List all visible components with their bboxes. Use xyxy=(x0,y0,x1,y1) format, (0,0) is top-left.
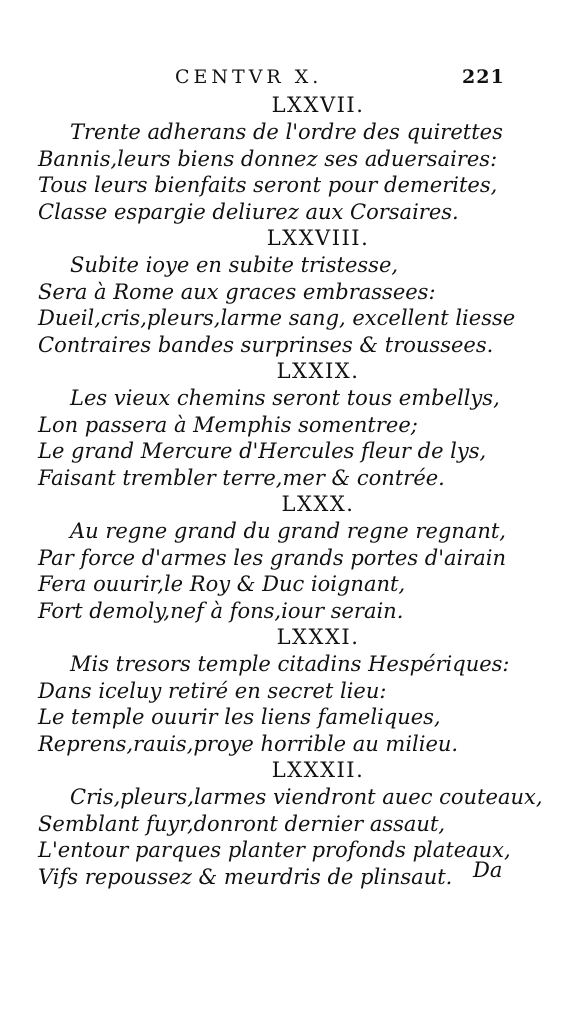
verse-line: Faisant trembler terre,mer & contrée. xyxy=(38,465,445,490)
verse-line: L'entour parques planter profonds plateaux, xyxy=(38,838,511,862)
verse-line: Fort demoly,nef à fons,iour serain. xyxy=(38,598,404,623)
quatrain-number: LXXX. xyxy=(281,492,355,516)
quatrain-number: LXXVIII. xyxy=(266,226,370,250)
verse-line: Fera ouurir,le Roy & Duc ioignant, xyxy=(38,572,406,596)
verse-line: Tous leurs bienfaits seront pour demerites, xyxy=(38,173,498,197)
verse-line: Dans iceluy retiré en secret lieu: xyxy=(38,678,387,703)
quatrain-79 xyxy=(38,358,558,491)
verse-line: Sera à Rome aux graces embrassees: xyxy=(38,279,436,304)
verse-line: Cris,pleurs,larmes viendront auec couteaux, xyxy=(70,785,543,809)
quatrain-number: LXXVII. xyxy=(271,93,365,117)
verse-line: Par force d'armes les grands portes d'airain xyxy=(38,545,507,570)
quatrain-number: LXXXII. xyxy=(271,758,365,782)
verse-line: Contraires bandes surprinses & troussees. xyxy=(38,332,494,357)
verse-line: Lon passera à Memphis somentree; xyxy=(38,412,418,437)
running-title: CENTVR X. xyxy=(175,66,323,88)
quatrain-81 xyxy=(38,624,558,757)
verse-line: Trente adherans de l'ordre des quirettes xyxy=(70,120,503,144)
verse-line: Le temple ouurir les liens fameliques, xyxy=(38,705,441,729)
verse-line: Reprens,rauis,proye horrible au milieu. xyxy=(38,731,459,756)
verse-line: Vifs repoussez & meurdris de plinsaut. xyxy=(38,864,453,889)
verse-line: Subite ioye en subite tristesse, xyxy=(70,253,399,277)
page-number: 221 xyxy=(462,66,505,88)
quatrain-77 xyxy=(38,92,558,225)
verse-line: Semblant fuyr,donront dernier assaut, xyxy=(38,811,446,836)
verse-line: Mis tresors temple citadins Hespériques: xyxy=(70,652,510,676)
verse-line: Les vieux chemins seront tous embellys, xyxy=(70,386,500,410)
verse-line: Bannis,leurs biens donnez ses aduersaires: xyxy=(38,146,498,171)
verse-line: Au regne grand du grand regne regnant, xyxy=(70,519,506,543)
quatrain-78 xyxy=(38,225,558,358)
verse-line: Le grand Mercure d'Hercules fleur de lys, xyxy=(38,439,487,463)
verse-line: Classe espargie deliurez aux Corsaires. xyxy=(38,199,459,224)
quatrain-number: LXXXI. xyxy=(276,625,360,649)
verse-line: Dueil,cris,pleurs,larme sang, excellent liesse xyxy=(38,306,516,330)
quatrain-80 xyxy=(38,491,558,624)
quatrain-number: LXXIX. xyxy=(276,359,360,383)
catchword: Da xyxy=(473,858,503,882)
quatrain-list xyxy=(38,92,558,890)
running-head xyxy=(0,66,588,90)
